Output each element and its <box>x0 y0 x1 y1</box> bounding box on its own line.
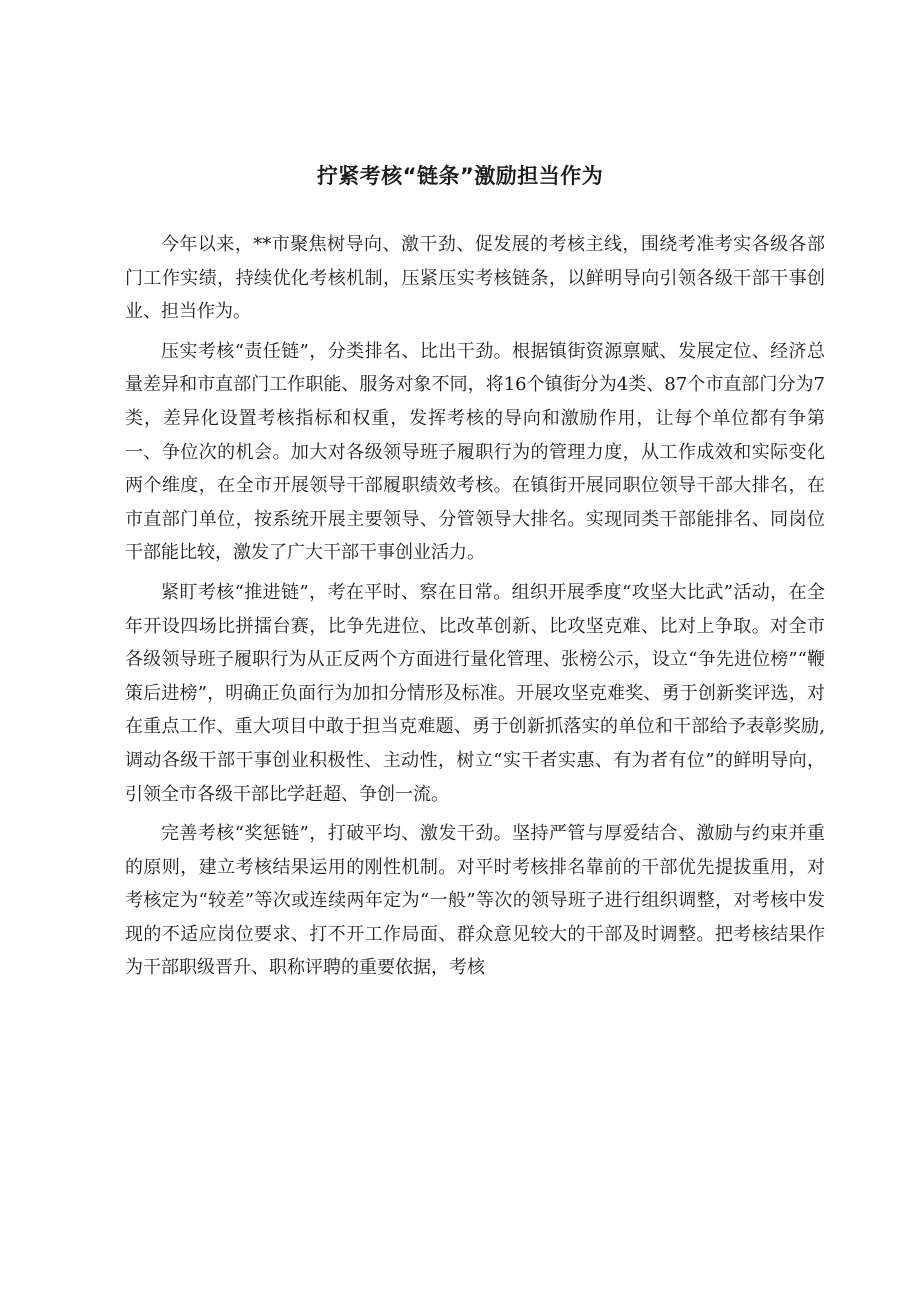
paragraph-responsibility-chain: 压实考核“责任链”，分类排名、比出干劲。根据镇街资源禀赋、发展定位、经济总量差异和市直部门工作职能、服务对象不同，将16个镇街分为4类、87个市直部门分为7类，差异化设置考核指标和权重，发挥考核的导向和激励作用，让每个单位都有争第一、争位次的机会。加大对各级领导班子履职行为的管理力度，从工作成效和实际变化两个维度，在全市开展领导干部履职绩效考核。在镇街开展同职位领导干部大排名，在市直部门单位，按系统开展主要领导、分管领导大排名。实现同类干部能排名、同岗位干部能比较，激发了广大干部干事创业活力。 <box>125 340 825 564</box>
paragraph-promotion-chain: 紧盯考核“推进链”，考在平时、察在日常。组织开展季度“攻坚大比武”活动，在全年开设四场比拼擂台赛，比争先进位、比改革创新、比攻坚克难、比对上争取。对全市各级领导班子履职行为从正反两个方面进行量化管理、张榜公示，设立“争先进位榜”“鞭策后进榜”，明确正负面行为加扣分情形及标准。开展攻坚克难奖、勇于创新奖评选，对在重点工作、重大项目中敢于担当克难题、勇于创新抓落实的单位和干部给予表彰奖励,调动各级干部干事创业积极性、主动性，树立“实干者实惠、有为者有位”的鲜明导向，引领全市各级干部比学赶超、争创一流。 <box>125 581 825 805</box>
paragraph-intro: 今年以来，**市聚焦树导向、激干劲、促发展的考核主线，围绕考准考实各级各部门工作实绩，持续优化考核机制，压紧压实考核链条，以鲜明导向引领各级干部干事创业、担当作为。 <box>125 234 825 323</box>
document-body <box>125 228 825 991</box>
paragraph-reward-chain: 完善考核“奖惩链”，打破平均、激发干劲。坚持严管与厚爱结合、激励与约束并重的原则，建立考核结果运用的刚性机制。对平时考核排名靠前的干部优先提拔重用，对考核定为“较差”等次或连续两年定为“一般”等次的领导班子进行组织调整，对考核中发现的不适应岗位要求、打不开工作局面、群众意见较大的干部及时调整。把考核结果作为干部职级晋升、职称评聘的重要依据，考核 <box>125 823 825 979</box>
document-title: 拧紧考核“链条”激励担当作为 <box>316 164 604 188</box>
